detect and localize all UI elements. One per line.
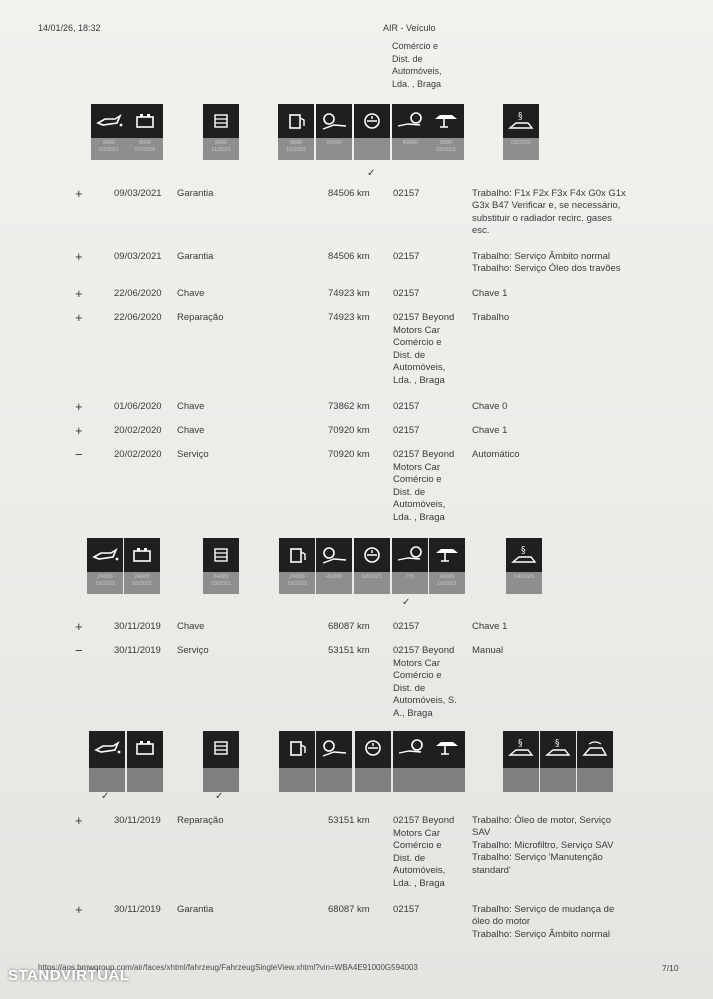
legal-inspection-icon: § 03/2022 [503,104,539,160]
row-dealer: 02157 Beyond Motors Car Comércio e Dist. de Automóveis, Lda. , Braga [393,312,455,386]
vehicle-check-icon [429,731,465,787]
brake-fluid-icon [354,104,390,160]
row-km: 84506 km [328,251,370,262]
svg-text:§: § [555,739,560,749]
row-type: Chave [177,401,205,412]
engine-oil-icon: 24000 10/2021 [87,538,123,594]
row-date: 01/06/2020 [114,401,162,412]
row-dealer: 02157 Beyond Motors Car Comércio e Dist. de Automóveis, Lda. , Braga [393,815,455,889]
legal-inspection-icon [503,731,539,787]
row-dealer: 02157 [393,425,420,436]
check-mark: ✓ [402,597,411,608]
row-date: 30/11/2019 [114,815,161,826]
row-date: 20/02/2020 [114,425,162,436]
microfilter-icon: 9000 11/2021 [203,104,239,160]
engine-oil-icon [89,731,125,787]
row-dealer: 02157 [393,401,420,412]
row-dealer: 02157 [393,251,420,262]
svg-text:§: § [518,739,523,749]
expand-toggle[interactable]: + [75,310,83,325]
standvirtual-watermark: STANDVIRTUAL [8,967,130,984]
legal-inspection-icon [540,731,576,787]
row-date: 09/03/2021 [114,188,162,199]
row-km: 53151 km [328,815,370,826]
row-type: Reparação [177,312,224,323]
row-type: Garantia [177,188,214,199]
row-km: 68087 km [328,621,370,632]
row-type: Serviço [177,449,209,460]
front-brakes-icon: 41000 [316,538,352,594]
dealer-continuation: Comércio e Dist. de Automóveis, Lda. , Braga [392,41,442,89]
expand-toggle[interactable]: + [75,902,83,917]
row-date: 09/03/2021 [114,251,162,262]
collapse-toggle[interactable]: − [75,643,83,658]
brake-fluid-icon [355,731,391,787]
row-type: Chave [177,288,205,299]
row-date: 22/06/2020 [114,312,162,323]
battery-icon: 24000 10/2021 [124,538,160,594]
front-brakes-icon: 21000 [316,104,352,160]
page-url[interactable]: https://aos.bmwgroup.com/air/faces/xhtml/fahrzeug/FahrzeugSingleView.xhtml?vin=WBA4E91000G594003 [38,963,418,972]
svg-text:§: § [521,546,526,556]
fuel-filter-icon [279,731,315,787]
row-dealer: 02157 Beyond Motors Car Comércio e Dist. de Automóveis, Lda. , Braga [393,449,455,523]
row-work: Chave 1 [472,621,508,632]
print-date: 14/01/26, 18:32 [38,23,101,33]
rear-brakes-icon: 40000 [392,104,428,160]
row-date: 22/06/2020 [114,288,162,299]
battery-icon: 9000 07/2024 [127,104,163,160]
row-km: 74923 km [328,288,370,299]
row-date: 20/02/2020 [114,449,162,460]
row-date: 30/11/2019 [114,904,161,915]
page-number: 7/10 [662,963,679,973]
row-date: 30/11/2019 [114,645,161,656]
row-km: 70920 km [328,425,370,436]
row-type: Garantia [177,904,214,915]
expand-toggle[interactable]: + [75,286,83,301]
row-work: Chave 0 [472,401,508,412]
row-type: Garantia [177,251,214,262]
rear-brakes-icon [393,731,429,787]
row-type: Reparação [177,815,224,826]
legal-inspection-icon: § 04/2020 [506,538,542,594]
battery-icon [127,731,163,787]
check-mark: ✓ [367,168,376,179]
brake-fluid-icon: 02/2021 [354,538,390,594]
row-dealer: 02157 [393,904,420,915]
row-date: 30/11/2019 [114,621,161,632]
engine-oil-icon: 9000 03/2021 [91,104,127,160]
expand-toggle[interactable]: + [75,813,83,828]
expand-toggle[interactable]: + [75,249,83,264]
row-work: Trabalho: F1x F2x F3x F4x G0x G1x G3x B47 Verificar e, se necessário, substituir o radiador recirc. gases esc. [472,188,626,237]
microfilter-icon [203,731,239,787]
row-work: Automático [472,449,520,460]
expand-toggle[interactable]: + [75,399,83,414]
row-km: 70920 km [328,449,370,460]
collapse-toggle[interactable]: − [75,447,83,462]
row-type: Serviço [177,645,209,656]
row-type: Chave [177,621,205,632]
fuel-filter-icon: 9000 10/2022 [278,104,314,160]
rear-brakes-icon: /75 [392,538,428,594]
row-work: Trabalho: Óleo de motor, Serviço SAV Trabalho: Microfiltro, Serviço SAV Trabalho: Serviço 'Manutenção standard' [472,815,614,876]
check-mark: ✓ [215,791,224,802]
row-dealer: 02157 Beyond Motors Car Comércio e Dist. de Automóveis, S. A., Braga [393,645,457,719]
vehicle-check-icon: 9000 03/2021 [428,104,464,160]
row-km: 84506 km [328,188,370,199]
row-km: 73862 km [328,401,370,412]
microfilter-icon: 24000 10/2021 [203,538,239,594]
row-dealer: 02157 [393,621,420,632]
fuel-filter-icon: 24000 10/2021 [279,538,315,594]
emissions-check-icon [577,731,613,787]
row-work: Trabalho: Serviço de mudança de óleo do motor Trabalho: Serviço Âmbito normal [472,904,615,940]
row-work: Trabalho: Serviço Âmbito normal Trabalho: Serviço Óleo dos travões [472,251,621,275]
expand-toggle[interactable]: + [75,423,83,438]
row-type: Chave [177,425,205,436]
expand-toggle[interactable]: + [75,186,83,201]
check-mark: ✓ [101,791,110,802]
expand-toggle[interactable]: + [75,619,83,634]
row-km: 68087 km [328,904,370,915]
row-work: Chave 1 [472,425,508,436]
row-dealer: 02157 [393,288,420,299]
row-km: 74923 km [328,312,370,323]
front-brakes-icon [316,731,352,787]
svg-text:§: § [518,112,523,122]
row-km: 53151 km [328,645,370,656]
row-dealer: 02157 [393,188,420,199]
row-work: Chave 1 [472,288,508,299]
vehicle-check-icon: 24000 10/2021 [429,538,465,594]
page-title: AIR - Veículo [383,23,436,33]
row-work: Trabalho [472,312,510,323]
row-work: Manual [472,645,504,656]
